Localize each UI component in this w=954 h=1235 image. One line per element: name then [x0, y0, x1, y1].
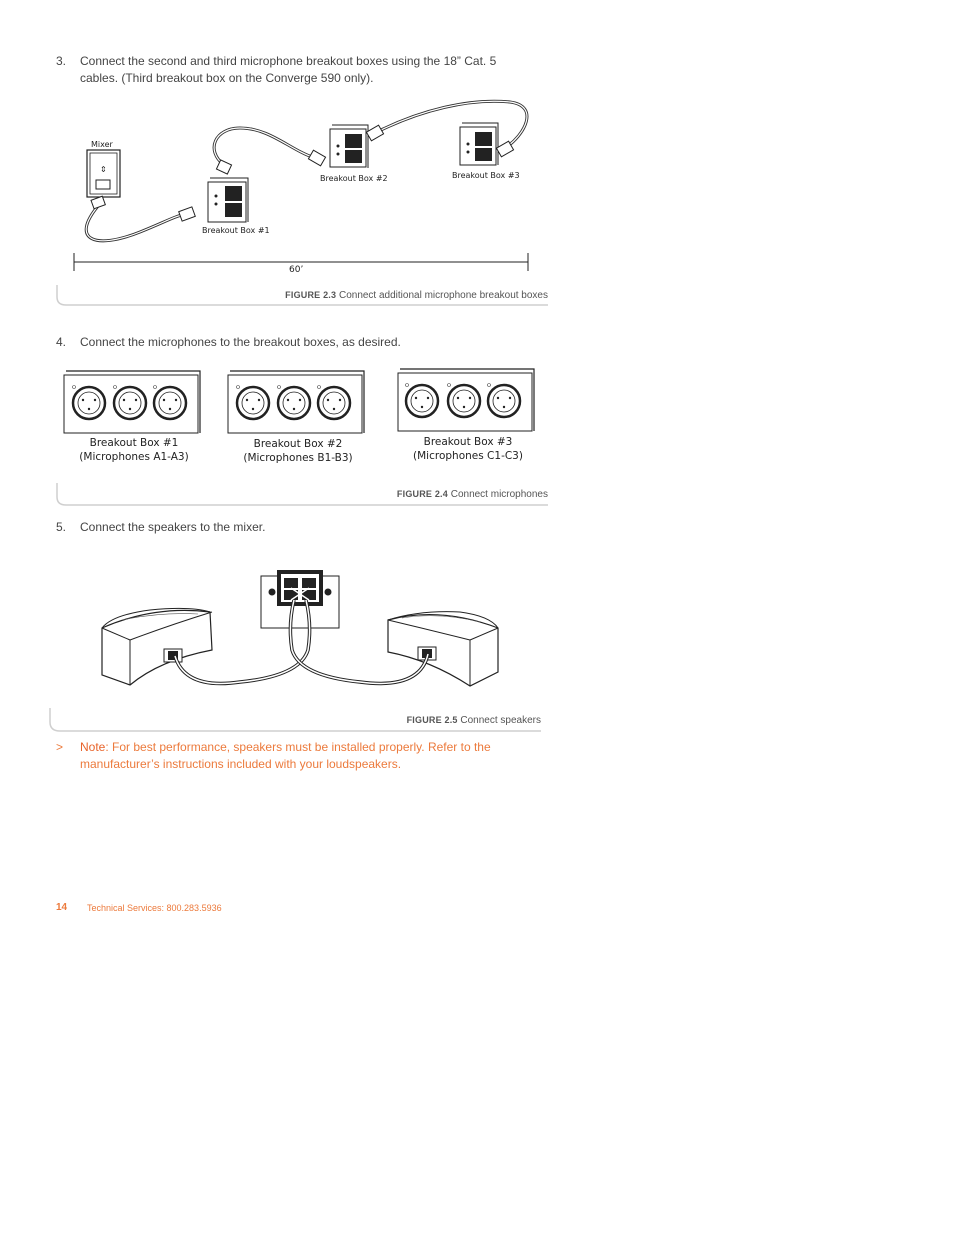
step-text-line-1: Connect the speakers to the mixer. [80, 520, 266, 534]
caption-text: Connect microphones [450, 489, 548, 500]
svg-text:⇕: ⇕ [100, 165, 107, 174]
left-speaker-icon [102, 608, 212, 685]
mic-box-1-title: Breakout Box #1 [89, 437, 179, 449]
caption-label: FIGURE 2.5 [406, 715, 458, 725]
page-number: 14 [56, 902, 68, 913]
figure-2-5-caption [407, 715, 541, 726]
step-number: 5. [56, 520, 67, 534]
footer-contact: Technical Services: 800.283.5936 [87, 903, 222, 913]
note-line-2: manufacturer’s instructions included with your loudspeakers. [80, 757, 402, 771]
step-number: 3. [56, 54, 67, 68]
step-number: 4. [56, 335, 67, 349]
mic-box-2-title: Breakout Box #2 [253, 438, 343, 450]
box-1-label: Breakout Box #1 [202, 226, 270, 235]
caption-text: Connect speakers [460, 715, 541, 726]
box-3-label: Breakout Box #3 [452, 171, 520, 180]
right-speaker-icon [388, 612, 498, 686]
mic-box-3-title: Breakout Box #3 [423, 436, 513, 448]
box-2-label: Breakout Box #2 [320, 174, 388, 183]
note-line-1 [80, 739, 491, 756]
step-text-line-2: cables. (Third breakout box on the Converge 590 only). [80, 71, 374, 85]
mixer-speaker-panel [261, 570, 339, 628]
mic-box-3-subtitle: (Microphones C1-C3) [413, 450, 523, 462]
step-text-line-1: Connect the microphones to the breakout boxes, as desired. [80, 335, 401, 349]
caption-label: FIGURE 2.3 [285, 290, 337, 300]
note-marker: > [56, 740, 64, 754]
caption-text: Connect additional microphone breakout boxes [338, 290, 548, 301]
note-label: Note [80, 740, 106, 754]
mixer-label: Mixer [91, 140, 113, 149]
caption-label: FIGURE 2.4 [396, 489, 448, 499]
step-text-line-1: Connect the second and third microphone breakout boxes using the 18” Cat. 5 [80, 54, 497, 68]
mic-box-1-subtitle: (Microphones A1-A3) [79, 451, 189, 463]
note-block [56, 739, 556, 775]
mic-box-2-subtitle: (Microphones B1-B3) [243, 452, 353, 464]
distance-label: 60’ [289, 265, 304, 275]
note-text-1: : For best performance, speakers must be installed properly. Refer to the [105, 740, 491, 754]
